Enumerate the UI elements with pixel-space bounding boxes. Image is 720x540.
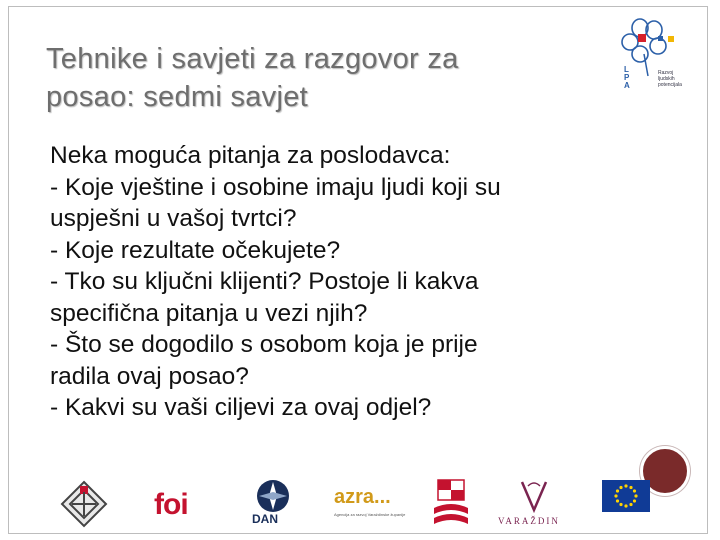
varazdin-v-icon bbox=[498, 478, 570, 514]
compass-logo-icon bbox=[246, 478, 300, 514]
foi-logo bbox=[154, 478, 214, 530]
coat-of-arms-icon bbox=[430, 478, 472, 530]
building-logo-icon bbox=[58, 478, 110, 530]
azra-logo-caption: Agencija za razvoj Varaždinske županije bbox=[334, 512, 406, 517]
varazdin-logo-text: VARAŽDIN bbox=[498, 516, 560, 526]
body-line: - Kakvi su vaši ciljevi za ovaj odjel? bbox=[50, 394, 432, 421]
body-line: radila ovaj posao? bbox=[50, 362, 249, 390]
title-line-1: Tehnike i savjeti za razgovor za bbox=[46, 43, 459, 75]
azra-logo-text: azra... bbox=[334, 486, 391, 508]
county-coat-of-arms bbox=[430, 478, 472, 530]
slide-title bbox=[46, 40, 606, 116]
body-line: uspješni u vašoj tvrtci? bbox=[50, 205, 297, 232]
program-logo-caption: Razvoj ljudskih potencijala bbox=[658, 70, 682, 88]
lpa-letters: L P A bbox=[624, 65, 630, 90]
eu-flag-icon bbox=[602, 478, 650, 514]
partner-logos bbox=[50, 478, 670, 530]
title-line-2: posao: sedmi savjet bbox=[46, 81, 308, 113]
dan-logo-text: DAN bbox=[252, 512, 278, 526]
body-line: specifična pitanja u vezi njih? bbox=[50, 299, 368, 327]
body-line: - Tko su ključni klijenti? Postoje li kakva bbox=[50, 268, 479, 295]
varazdin-logo bbox=[498, 478, 570, 530]
program-logo bbox=[618, 14, 692, 94]
body-line: - Što se dogodilo s osobom koja je prije bbox=[50, 331, 478, 358]
zgrada-logo bbox=[58, 478, 110, 530]
body-line: - Koje vještine i osobine imaju ljudi koji su bbox=[50, 173, 501, 201]
dan-logo bbox=[246, 478, 300, 530]
foi-logo-text: foi bbox=[154, 488, 188, 521]
eu-flag bbox=[602, 478, 650, 530]
body-line: Neka moguća pitanja za poslodavca: bbox=[50, 142, 451, 169]
slide-body bbox=[50, 140, 670, 424]
body-line: - Koje rezultate očekujete? bbox=[50, 236, 341, 264]
azra-logo bbox=[334, 478, 410, 530]
